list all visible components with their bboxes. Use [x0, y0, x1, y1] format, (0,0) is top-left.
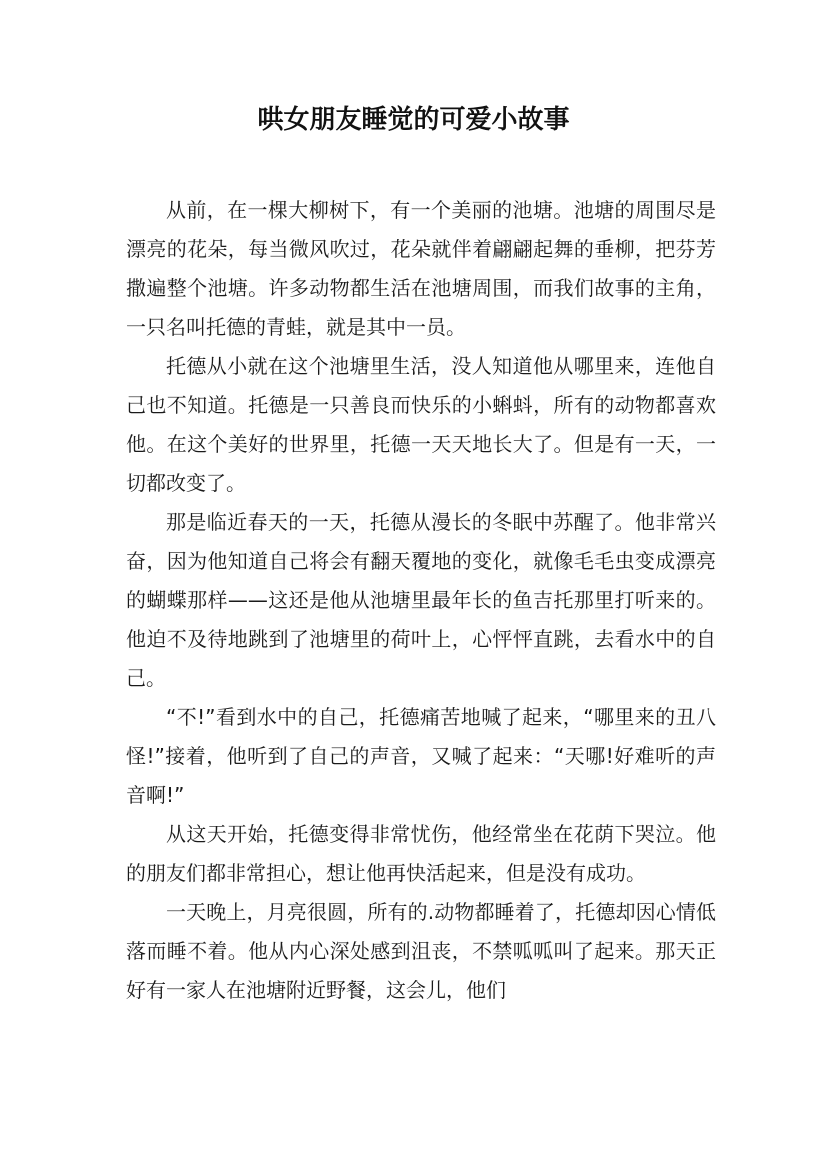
paragraph: 从前，在一棵大柳树下，有一个美丽的池塘。池塘的周围尽是漂亮的花朵，每当微风吹过，花朵就伴着翩翩起舞的垂柳，把芬芳撒遍整个池塘。许多动物都生活在池塘周围，而我们故事的主角，一只名叫托德的青蛙，就是其中一员。 — [126, 198, 716, 339]
paragraph: “不!”看到水中的自己，托德痛苦地喊了起来，“哪里来的丑八怪!”接着，他听到了自己的声音，又喊了起来：“天哪!好难听的声音啊!” — [126, 705, 716, 807]
paragraph: 从这天开始，托德变得非常忧伤，他经常坐在花荫下哭泣。他的朋友们都非常担心，想让他再快活起来，但是没有成功。 — [126, 822, 716, 885]
document-body — [126, 191, 716, 1010]
paragraph: 那是临近春天的一天，托德从漫长的冬眠中苏醒了。他非常兴奋，因为他知道自己将会有翻天覆地的变化，就像毛毛虫变成漂亮的蝴蝶那样——这还是他从池塘里最年长的鱼吉托那里打听来的。他迫不及待地跳到了池塘里的荷叶上，心怦怦直跳，去看水中的自己。 — [126, 510, 716, 690]
paragraph: 托德从小就在这个池塘里生活，没人知道他从哪里来，连他自己也不知道。托德是一只善良而快乐的小蝌蚪，所有的动物都喜欢他。在这个美好的世界里，托德一天天地长大了。但是有一天，一切都改变了。 — [126, 354, 716, 495]
document-title: 哄女朋友睡觉的可爱小故事 — [257, 105, 570, 135]
paragraph: 一天晚上，月亮很圆，所有的.动物都睡着了，托德却因心情低落而睡不着。他从内心深处感到沮丧，不禁呱呱叫了起来。那天正好有一家人在池塘附近野餐，这会儿，他们 — [126, 900, 716, 1002]
